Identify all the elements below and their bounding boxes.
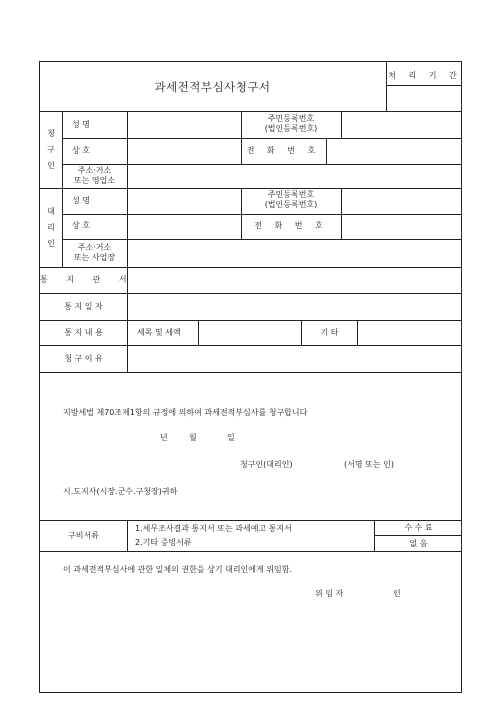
documents-label: 구비서류 [68,531,99,540]
section-line [40,551,462,552]
agent-phone-field[interactable] [342,215,462,238]
declaration-statement: 지방세법 제70조제1항의 규정에 의하여 과세전적부심사를 청구합니다 [63,408,308,417]
notice-office-field[interactable] [128,268,462,292]
tax-item-label: 세목 및 세액 [137,328,181,337]
claimant-name-label: 성 명 [72,120,90,129]
claimant-address-label: 주소·거소 또는 영업소 [73,166,116,185]
fee-label: 수 수 료 [404,523,433,532]
fee-value: 없 음 [409,539,428,548]
fee-row-line [374,535,462,536]
other-field[interactable] [358,321,462,344]
claimant-phone-label: 전 화 번 호 [246,146,321,155]
signature-note: (서명 또는 인) [344,460,394,469]
tax-item-field[interactable] [199,321,300,344]
claimant-id-label: 주민등록번호 (법인등록번호) [264,114,318,133]
agent-name-field[interactable] [128,189,240,213]
reason-label: 청 구 이 유 [64,354,103,363]
agent-phone-label: 전 화 번 호 [254,221,328,230]
notice-office-label: 통 지 관 서 [40,275,135,284]
notice-date-field[interactable] [128,294,462,319]
documents-divider [127,520,128,551]
claimant-address-field[interactable] [128,165,462,187]
section-line [40,520,462,521]
addressee: 시.도지사(시장.군수.구청장)귀하 [63,487,178,496]
claimant-trade-name-label: 상 호 [72,146,90,155]
claimant-name-field[interactable] [128,112,240,137]
seal-label: 인 [393,589,401,598]
document-item-1: 1.세무조사결과 통지서 또는 과세예고 통지서 [135,524,292,533]
delegator-label: 위 임 자 [315,589,344,598]
claimant-trade-name-field[interactable] [128,139,240,163]
form-title: 과세전적부심사청구서 [154,80,271,94]
agent-address-label: 주소·거소 또는 사업장 [73,243,116,262]
agent-address-field[interactable] [128,240,462,266]
date-year: 년 [160,433,168,442]
claimant-phone-field[interactable] [327,139,462,163]
notice-date-label: 통 지 일 자 [64,302,103,311]
document-item-2: 2.기타 증빙서류 [135,538,192,547]
agent-id-field[interactable] [342,189,462,213]
header-divider [386,62,387,111]
claimant-signature-label: 청구인(대리인) [240,460,293,469]
processing-period-divider [386,85,462,86]
section-line [40,372,462,373]
agent-trade-name-field[interactable] [128,215,240,238]
delegation-statement: 이 과세전적부심사에 관한 일체의 권한을 상기 대리인에게 위임함. [63,565,292,574]
agent-trade-name-label: 상 호 [72,221,90,230]
date-month: 월 [189,433,197,442]
reason-field[interactable] [128,346,462,371]
appeal-form [39,61,462,693]
agent-group-label: 대 리 인 [47,207,55,248]
claimant-id-field[interactable] [342,112,462,137]
notice-content-label: 통 지 내 용 [64,328,103,337]
agent-id-label: 주민등록번호 (법인등록번호) [264,190,318,209]
claimant-signature-field[interactable] [306,456,340,472]
processing-period-label: 처 리 기 간 [388,71,462,80]
delegator-signature-field[interactable] [350,585,390,601]
date-day: 일 [227,433,235,442]
agent-name-label: 성 명 [72,196,90,205]
other-label: 기 타 [320,328,339,337]
claimant-group-label: 청 구 인 [47,129,55,170]
